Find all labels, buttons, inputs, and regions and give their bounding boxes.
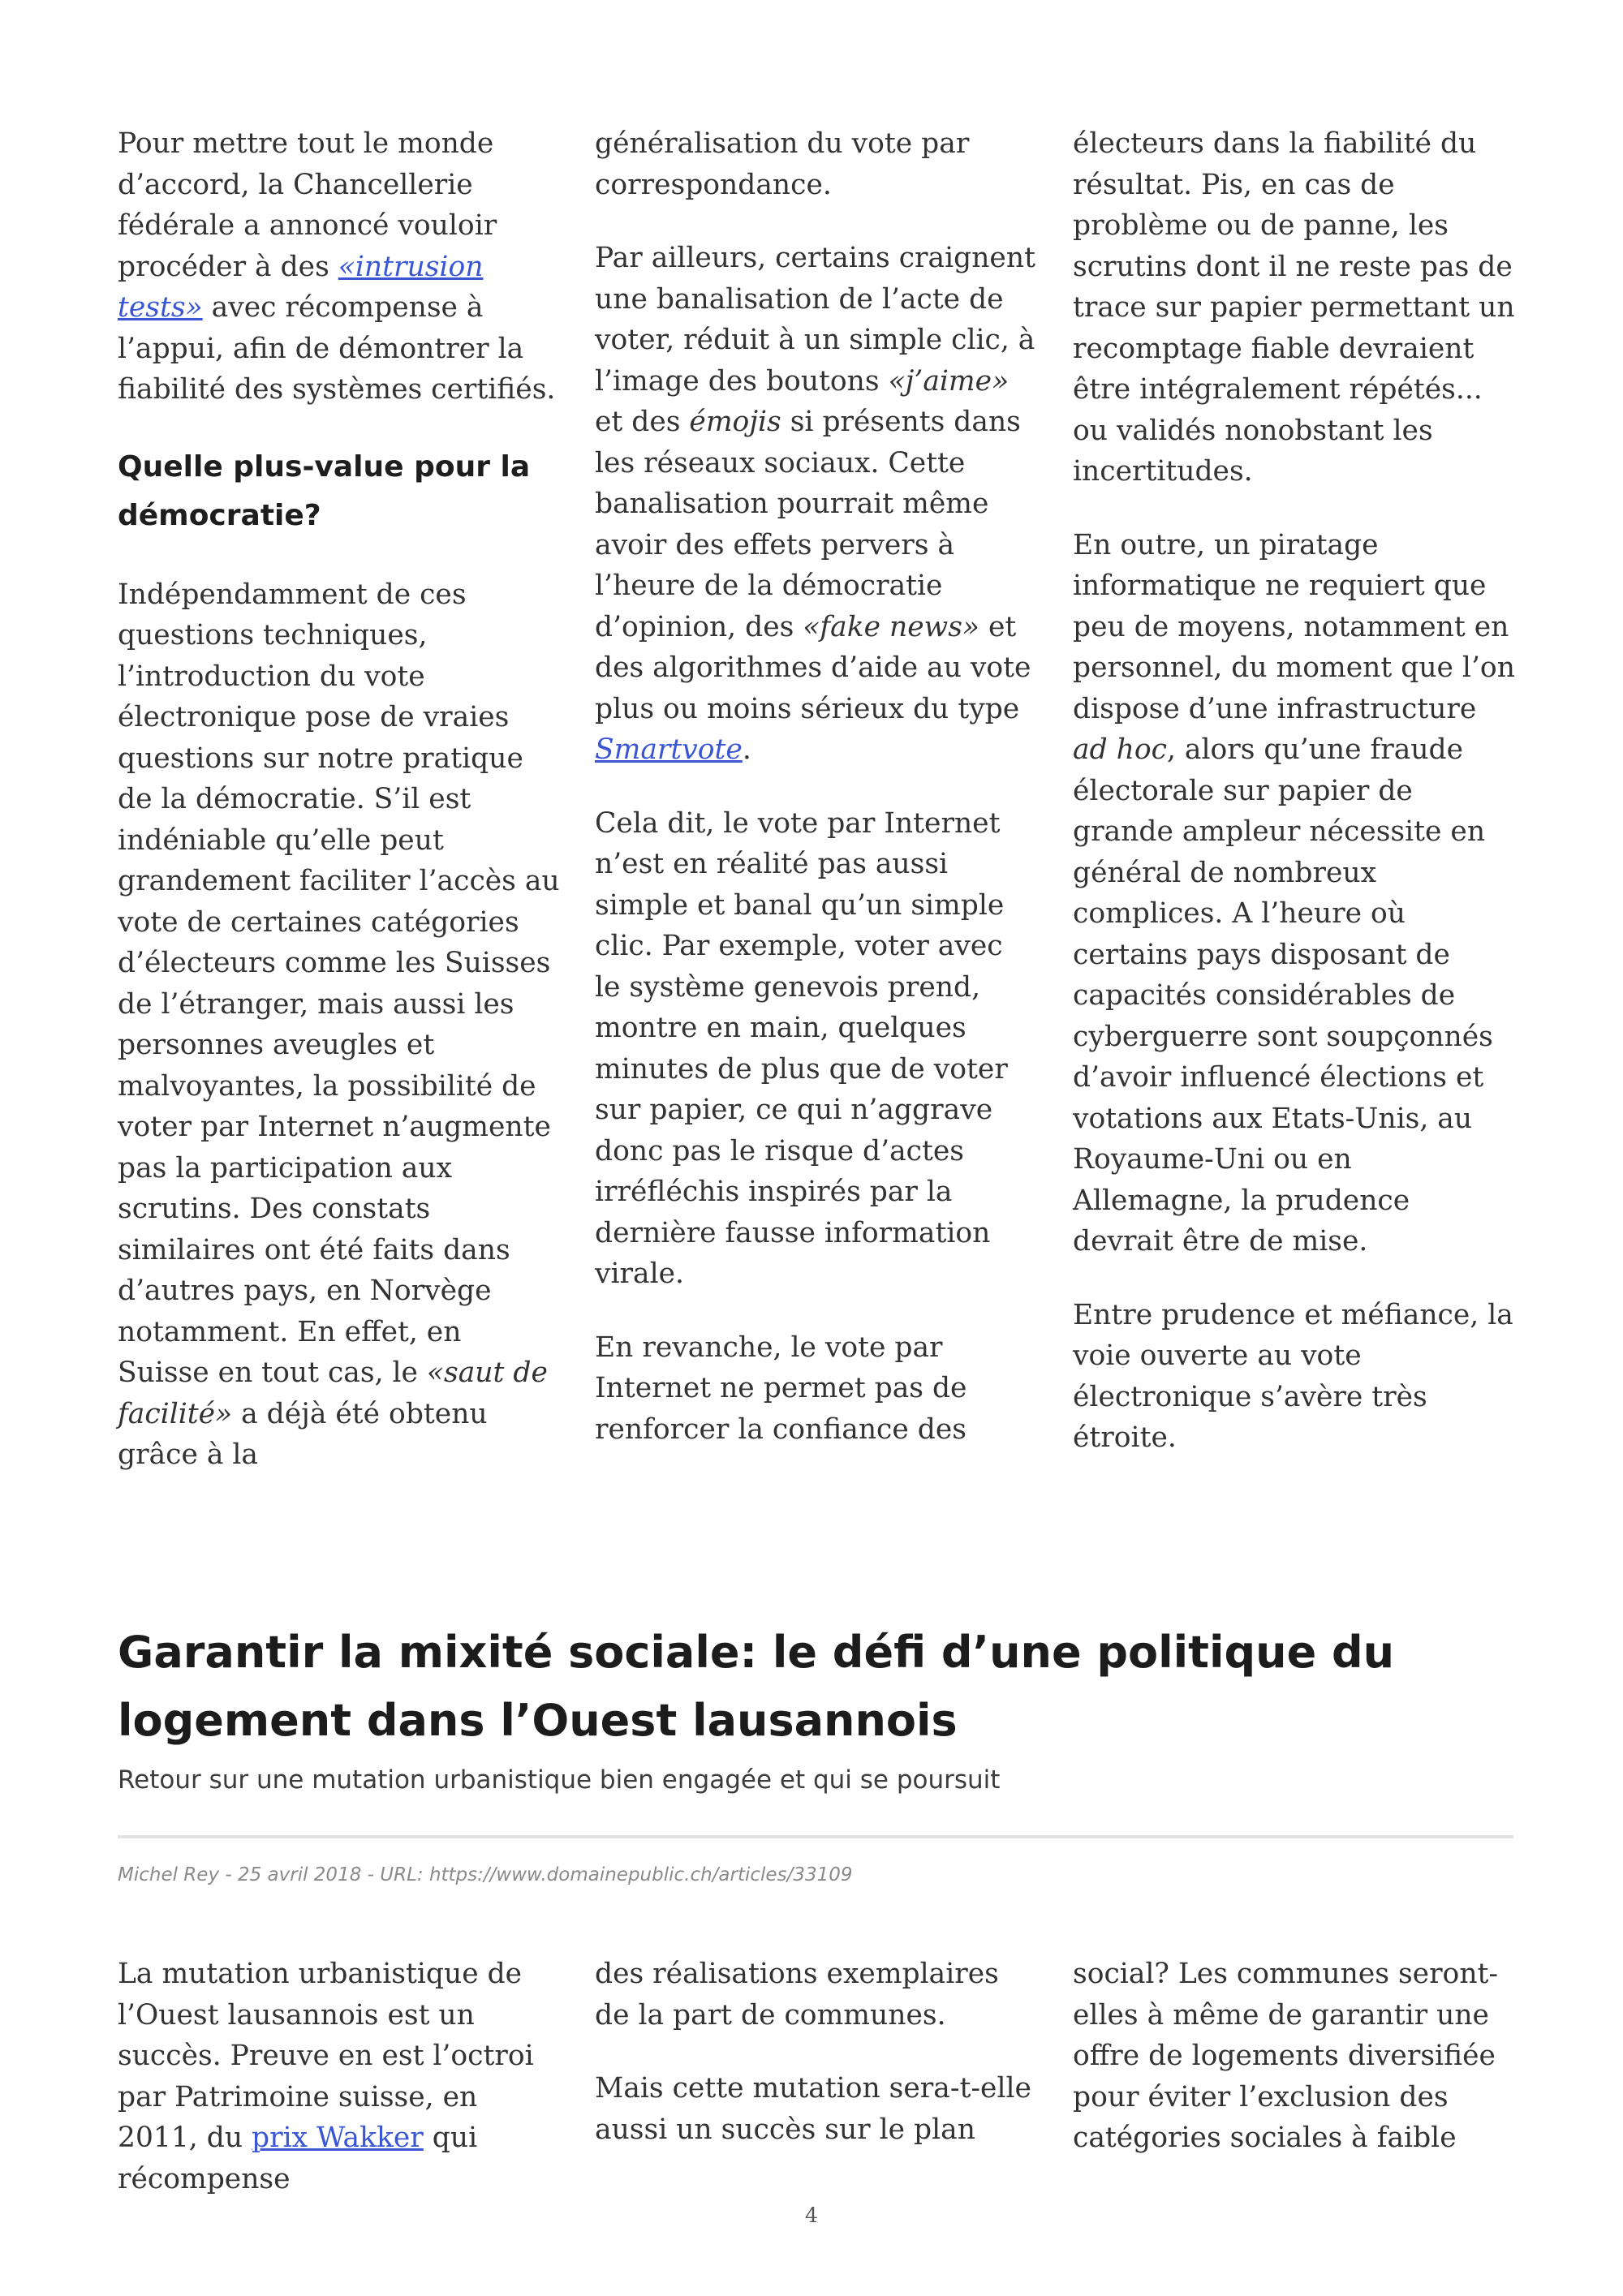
paragraph: des réalisations exemplaires de la part de communes.	[595, 1958, 999, 2032]
page-number: 4	[805, 2204, 818, 2227]
article2-column-2	[595, 1954, 1037, 2150]
paragraph: En outre, un piratage informatique ne requiert que peu de moyens, notamment en personnel, du moment que l’on dispose d’une infrastructure ad hoc, alors qu’une fraude électorale sur papier de grande ampleur nécessite en général de nombreux complices. A l’heure où certains pays disposant de capacités considérables de cyberguerre sont soupçonnés d’avoir influencé élections et votations aux Etats-Unis, au Royaume-Uni ou en Allemagne, la prudence devrait être de mise.	[1073, 528, 1515, 1258]
prix-wakker-link[interactable]: prix Wakker	[252, 2122, 424, 2154]
article-title: Garantir la mixité sociale: le défi d’une politique du logement dans l’Ouest lausannois	[118, 1627, 1395, 1746]
paragraph: Cela dit, le vote par Internet n’est en réalité pas aussi simple et banal qu’un simple clic. Par exemple, voter avec le système genevois prend, montre en main, quelques minutes de plus que de voter sur papier, ce qui n’aggrave donc pas le risque d’actes irréfléchis inspirés par la dernière fausse information virale.	[595, 806, 1008, 1290]
paragraph: Entre prudence et méfiance, la voie ouverte au vote électronique s’avère très étroite.	[1073, 1298, 1513, 1454]
paragraph: généralisation du vote par correspondance.	[595, 127, 970, 201]
paragraph: Pour mettre tout le monde d’accord, la Chancellerie fédérale a annoncé vouloir procéder à des «intrusion tests» avec récompense à l’appui, afin de démontrer la fiabilité des systèmes certifiés.	[118, 127, 556, 406]
section-heading: Quelle plus-value pour la démocratie?	[118, 449, 531, 532]
article-subtitle: Retour sur une mutation urbanistique bien engagée et qui se poursuit	[118, 1765, 1001, 1795]
paragraph: La mutation urbanistique de l’Ouest lausannois est un succès. Preuve en est l’octroi par Patrimoine suisse, en 2011, du prix Wakker qui récompense	[118, 1958, 534, 2195]
paragraph: social? Les communes seront-elles à même de garantir une offre de logements diversifiée pour éviter l’exclusion des catégories sociales à faible	[1073, 1958, 1499, 2154]
paragraph: électeurs dans la fiabilité du résultat. Pis, en cas de problème ou de panne, les scrutins dont il ne reste pas de trace sur papier permettant un recomptage fiable devraient être intégralement répétés... ou validés nonobstant les incertitudes.	[1073, 127, 1515, 488]
article2-column-3	[1073, 1954, 1515, 2159]
divider	[118, 1835, 1513, 1838]
paragraph: En revanche, le vote par Internet ne permet pas de renforcer la confiance des	[595, 1331, 967, 1446]
paragraph: Indépendamment de ces questions techniques, l’introduction du vote électronique pose de vraies questions sur notre pratique de la démocratie. S’il est indéniable qu’elle peut grandement faciliter l’accès au vote de certaines catégories d’électeurs comme les Suisses de l’étranger, mais aussi les personnes aveugles et malvoyantes, la possibilité de voter par Internet n’augmente pas la participation aux scrutins. Des constats similaires ont été faits dans d’autres pays, en Norvège notamment. En effet, en Suisse en tout cas, le «saut de facilité» a déjà été obtenu grâce à la	[118, 578, 560, 1471]
smartvote-link[interactable]: Smartvote	[595, 733, 743, 766]
paragraph: Par ailleurs, certains craignent une banalisation de l’acte de voter, réduit à un simple clic, à l’image des boutons «j’aime» et des émojis si présents dans les réseaux sociaux. Cette banalisation pourrait même avoir des effets pervers à l’heure de la démocratie d’opinion, des «fake news» et des algorithmes d’aide au vote plus ou moins sérieux du type Smartvote.	[595, 242, 1035, 766]
article1-column-2	[595, 123, 1037, 1450]
intrusion-tests-link[interactable]: «intrusion tests»	[118, 250, 484, 324]
paragraph: Mais cette mutation sera-t-elle aussi un succès sur le plan	[595, 2072, 1031, 2146]
article1-column-1	[118, 123, 560, 1476]
article1-column-3	[1073, 123, 1515, 1459]
article-byline: Michel Rey - 25 avril 2018 - URL: https://www.domainepublic.ch/articles/33109	[118, 1864, 853, 1885]
article2-column-1	[118, 1954, 560, 2199]
